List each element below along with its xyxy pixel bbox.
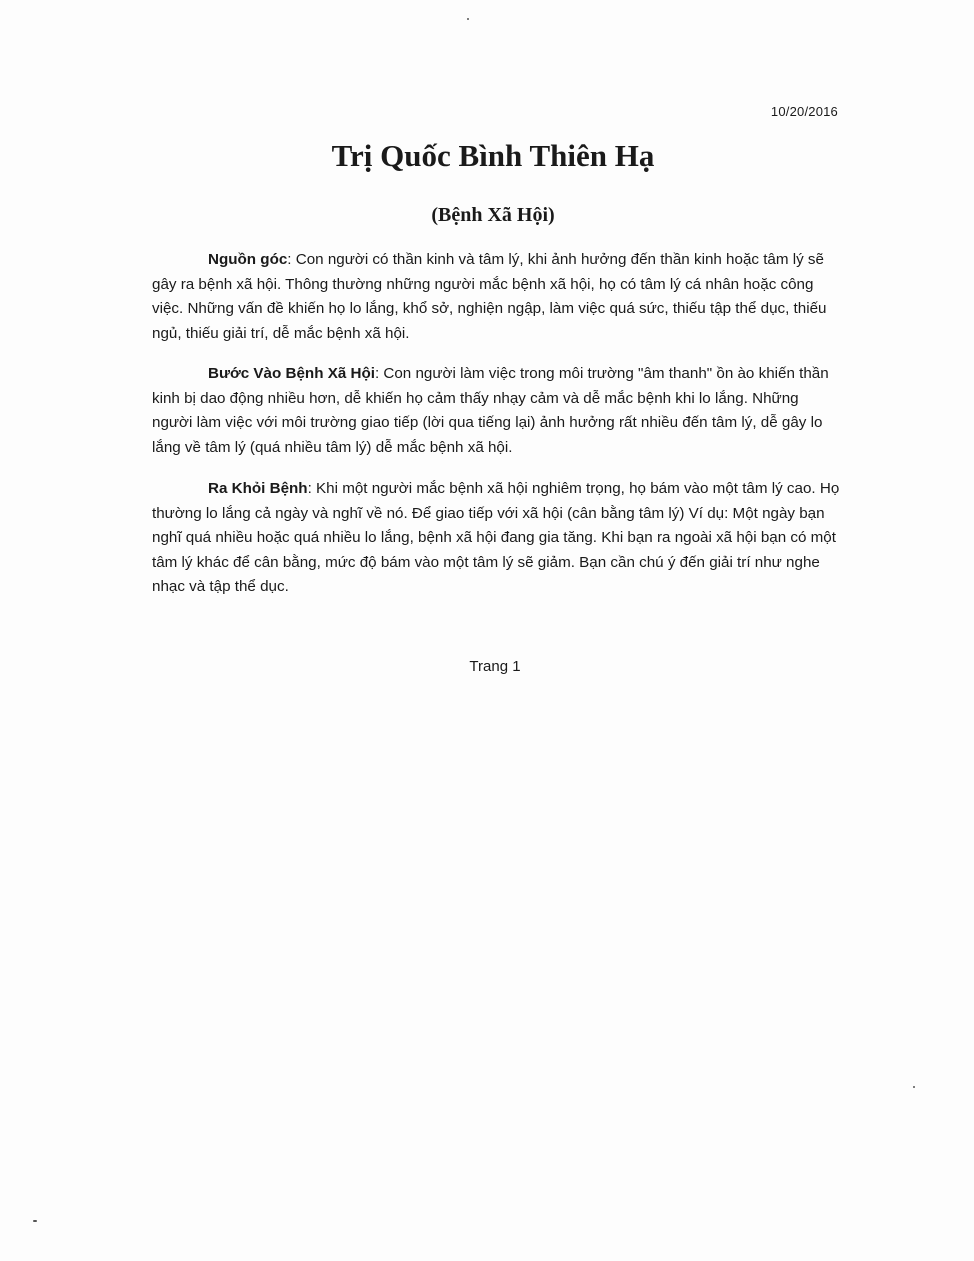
paragraph-lead: Ra Khỏi Bệnh — [208, 480, 308, 497]
paragraph-text: : Khi một người mắc bệnh xã hội nghiêm trọng, họ bám vào một tâm lý cao. Họ thường lo lắng cả ngày và nghĩ về nó. Để giao tiếp với xã hội (cân bằng tâm lý) Ví dụ: Một ngày bạn nghĩ quá nhiều hoặc quá nhiều lo lắng, bệnh xã hội đang gia tăng. Khi bạn ra ngoài xã hội bạn có một tâm lý khác để cân bằng, mức độ bám vào một tâm lý sẽ giảm. Bạn cần chú ý đến giải trí như nghe nhạc và tập thể dục. — [152, 480, 840, 596]
paragraph-text: : Con người làm việc trong môi trường "âm thanh" ồn ào khiến thần kinh bị dao động nhiều hơn, dễ khiến họ cảm thấy nhạy cảm và dễ mắc bệnh khi lo lắng. Những người làm việc với môi trường giao tiếp (lời qua tiếng lại) ảnh hưởng rất nhiều đến tâm lý, dễ gây lo lắng về tâm lý (quá nhiều tâm lý) dễ mắc bệnh xã hội. — [152, 365, 829, 456]
scan-speck — [913, 1086, 915, 1088]
paragraph-entering-illness — [152, 362, 842, 460]
scan-speck — [33, 1220, 37, 1222]
document-date: 10/20/2016 — [770, 104, 838, 119]
scan-speck — [467, 18, 469, 20]
paragraph-origin — [152, 248, 842, 346]
paragraph-recovery — [152, 477, 842, 600]
paragraph-lead: Nguồn góc — [208, 251, 288, 268]
document-subtitle: (Bệnh Xã Hội) — [431, 204, 555, 226]
paragraph-lead: Bước Vào Bệnh Xã Hội — [208, 365, 375, 382]
document-title: Trị Quốc Bình Thiên Hạ — [331, 138, 655, 173]
paragraph-text: : Con người có thần kinh và tâm lý, khi ảnh hưởng đến thần kinh hoặc tâm lý sẽ gây ra bệnh xã hội. Thông thường những người mắc bệnh xã hội, họ có tâm lý cá nhân hoặc công việc. Những vấn đề khiến họ lo lắng, khổ sở, nghiện ngập, làm việc quá sức, thiếu tập thể dục, thiếu ngủ, thiếu giải trí, dễ mắc bệnh xã hội. — [152, 251, 827, 342]
page-number: Trang 1 — [469, 658, 521, 675]
